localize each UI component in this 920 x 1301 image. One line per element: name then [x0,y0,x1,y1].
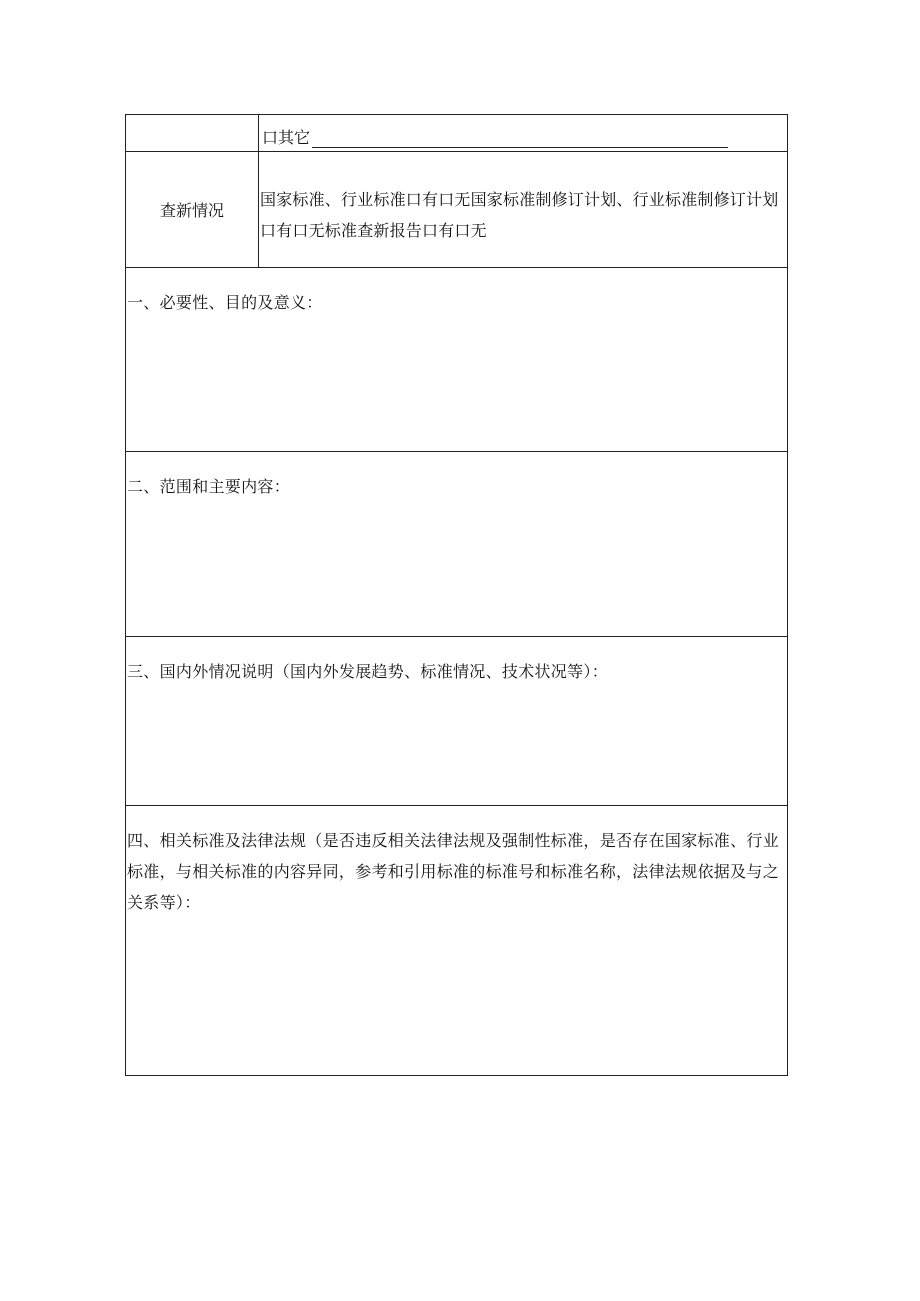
section-related-standards[interactable] [126,806,787,1077]
search-status-label: 查新情况 [126,152,259,267]
section-related-standards-heading: 四、相关标准及法律法规（是否违反相关法律法规及强制性标准，是否存在国家标准、行业标准，与相关标准的内容异同，参考和引用标准的标准号和标准名称，法律法规依据及与之关系等）： [127,831,780,912]
other-option-row [126,115,787,152]
application-form-table [125,114,788,1076]
section-scope-heading: 二、范围和主要内容： [127,477,291,496]
section-scope[interactable] [126,452,787,637]
section-necessity-heading: 一、必要性、目的及意义： [127,293,323,312]
other-option-label-cell [126,115,259,151]
other-option-text: 口其它 [262,128,311,147]
other-option-fill-line[interactable] [312,129,728,148]
section-domestic-foreign-heading: 三、国内外情况说明（国内外发展趋势、标准情况、技术状况等）： [127,662,609,681]
other-option-content-cell [259,115,787,151]
section-necessity[interactable] [126,268,787,452]
search-status-row [126,152,787,268]
search-status-options: 国家标准、行业标准口有口无国家标准制修订计划、行业标准制修订计划口有口无标准查新报告口有口无 [260,190,779,240]
search-status-content-cell [259,152,787,267]
other-option-line [262,125,728,148]
section-domestic-foreign[interactable] [126,637,787,806]
